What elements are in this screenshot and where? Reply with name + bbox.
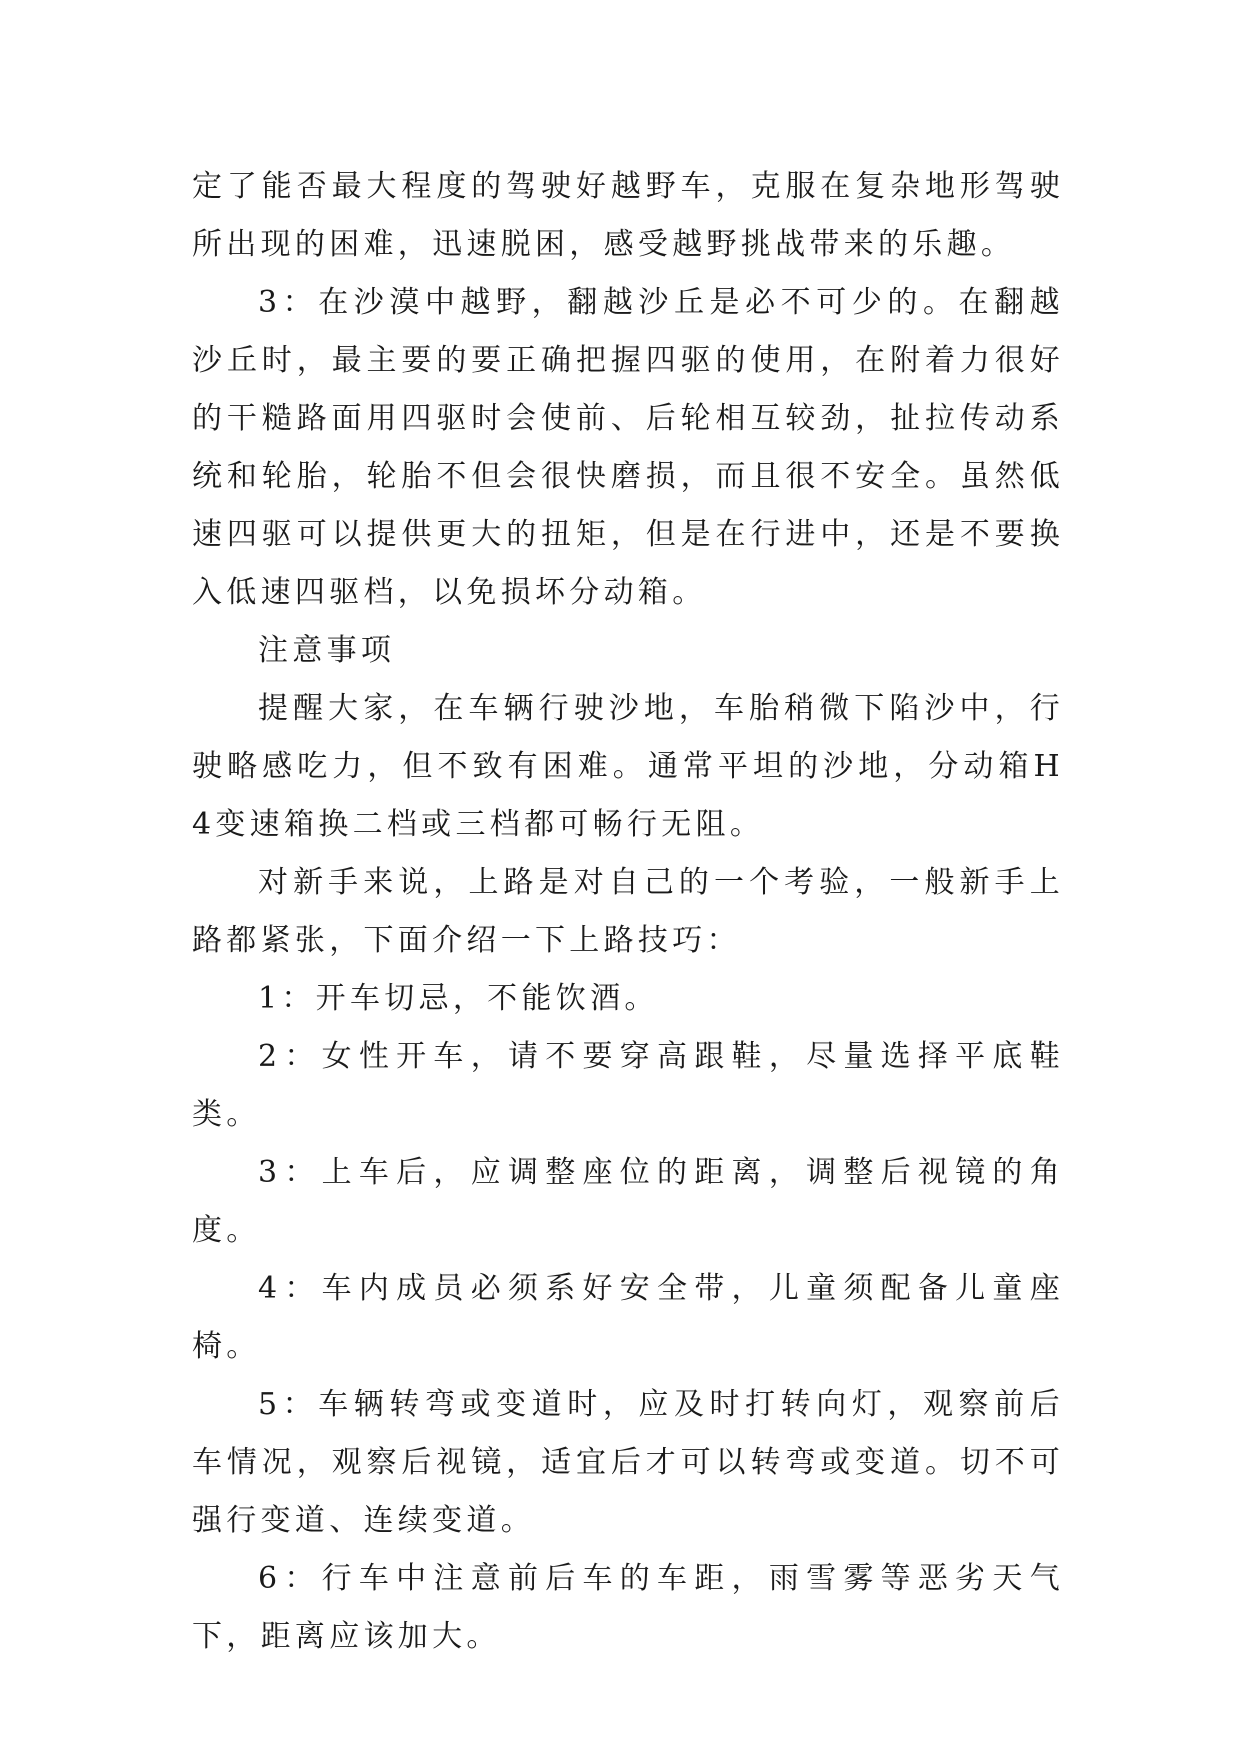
list-item-5: 5：车辆转弯或变道时，应及时打转向灯，观察前后车情况，观察后视镜，适宜后才可以转弯或变道。切不可强行变道、连续变道。 (192, 1387, 1064, 1538)
paragraph-beginner-intro: 对新手来说，上路是对自己的一个考验，一般新手上路都紧张，下面介绍一下上路技巧： (192, 865, 1064, 958)
paragraph-reminder: 提醒大家，在车辆行驶沙地，车胎稍微下陷沙中，行驶略感吃力，但不致有困难。通常平坦的沙地，分动箱H4变速箱换二档或三档都可畅行无阻。 (192, 691, 1064, 842)
paragraph-item-3-sand-dunes: 3：在沙漠中越野，翻越沙丘是必不可少的。在翻越沙丘时，最主要的要正确把握四驱的使用，在附着力很好的干糙路面用四驱时会使前、后轮相互较劲，扯拉传动系统和轮胎，轮胎不但会很快磨损，而且很不安全。虽然低速四驱可以提供更大的扭矩，但是在行进中，还是不要换入低速四驱档，以免损坏分动箱。 (192, 285, 1064, 610)
list-item-1: 1：开车切忌，不能饮酒。 (258, 981, 659, 1016)
paragraph-continuation: 定了能否最大程度的驾驶好越野车，克服在复杂地形驾驶所出现的困难，迅速脱困，感受越野挑战带来的乐趣。 (192, 169, 1064, 262)
list-item-4: 4：车内成员必须系好安全带，儿童须配备儿童座椅。 (192, 1271, 1064, 1364)
section-heading-notes: 注意事项 (258, 633, 396, 668)
list-item-2: 2：女性开车，请不要穿高跟鞋，尽量选择平底鞋类。 (192, 1039, 1064, 1132)
document-body (192, 158, 1064, 1666)
list-item-6: 6：行车中注意前后车的车距，雨雪雾等恶劣天气下，距离应该加大。 (192, 1561, 1064, 1654)
list-item-3: 3：上车后，应调整座位的距离，调整后视镜的角度。 (192, 1155, 1064, 1248)
